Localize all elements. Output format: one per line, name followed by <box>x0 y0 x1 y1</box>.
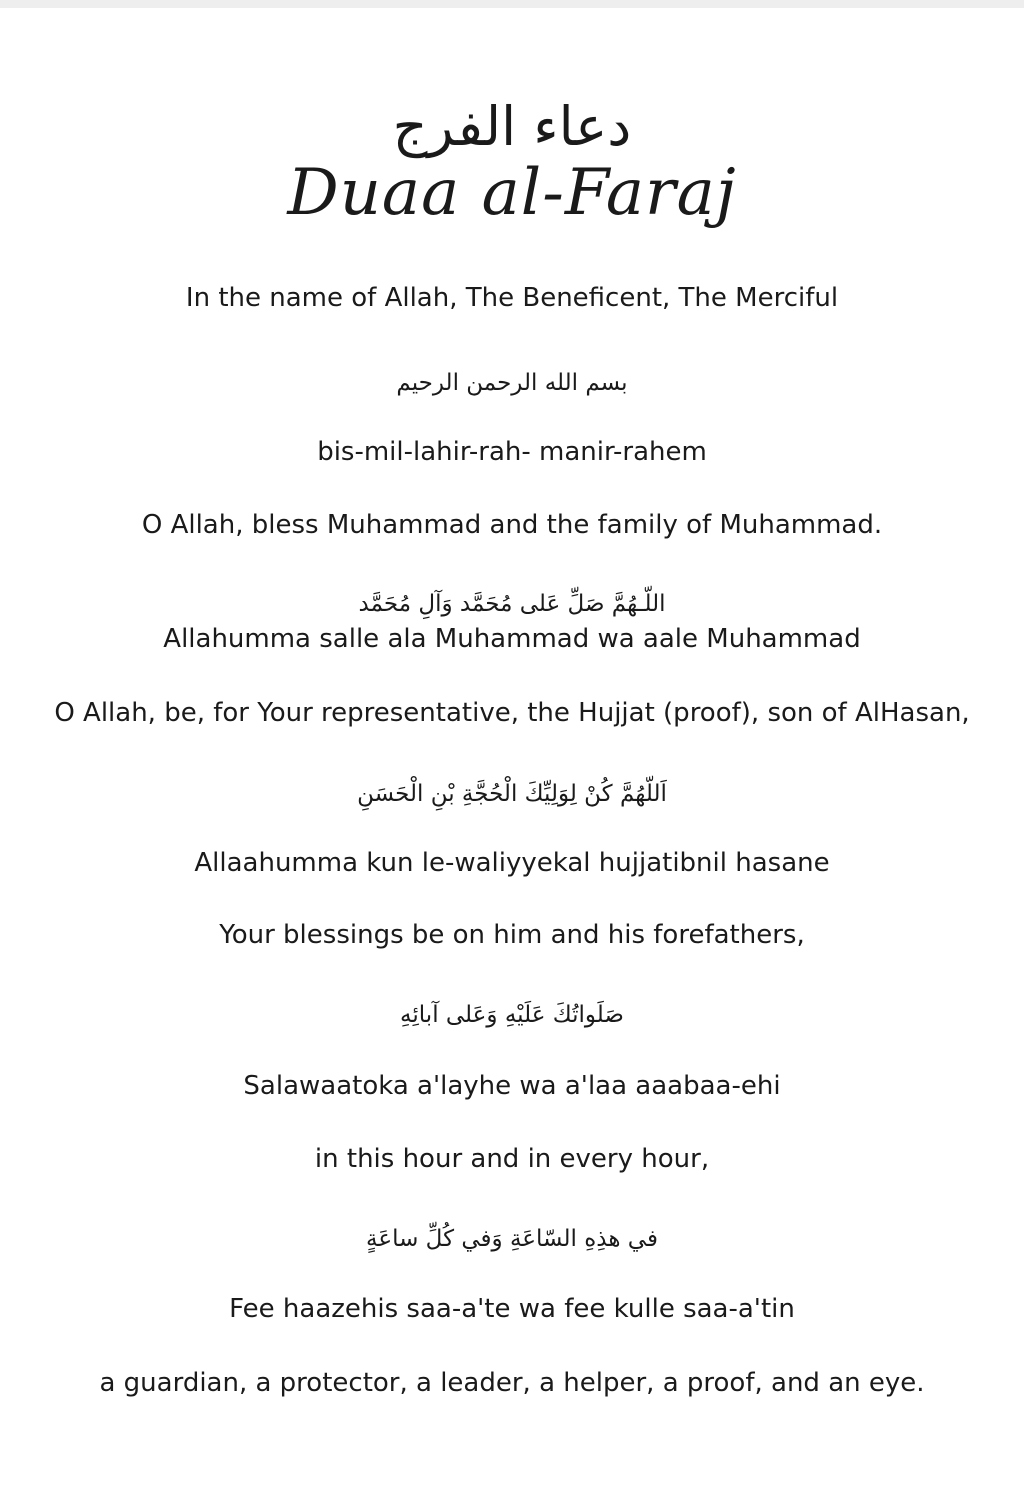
transliteration-line: bis-mil-lahir-rah- manir-rahem <box>317 437 707 467</box>
english-title: Duaa al-Faraj <box>287 156 737 230</box>
translation-line: O Allah, bless Muhammad and the family of Muhammad. <box>141 510 883 540</box>
arabic-line: اللّـهُمَّ صَلِّ عَلى مُحَمَّد وَآلِ مُحَمَّد <box>358 591 666 617</box>
transliteration-line: Allahumma salle ala Muhammad wa aale Muhammad <box>163 624 861 654</box>
arabic-line: في هذِهِ السّاعَةِ وَفي كُلِّ ساعَةٍ <box>366 1226 658 1252</box>
arabic-line: اَللّهُمَّ كُنْ لِوَلِيِّكَ الْحُجَّةِ بْنِ الْحَسَنِ <box>357 781 667 807</box>
translation-line: a guardian, a protector, a leader, a helper, a proof, and an eye. <box>99 1368 925 1398</box>
transliteration-line: Fee haazehis saa-a'te wa fee kulle saa-a'tin <box>229 1294 795 1324</box>
translation-line: in this hour and in every hour, <box>314 1144 710 1174</box>
translation-line: O Allah, be, for Your representative, the Hujjat (proof), son of AlHasan, <box>54 698 970 728</box>
translation-line: In the name of Allah, The Beneficent, The Merciful <box>185 283 839 313</box>
transliteration-line: Salawaatoka a'layhe wa a'laa aaabaa-ehi <box>243 1071 781 1101</box>
transliteration-line: Allaahumma kun le-waliyyekal hujjatibnil hasane <box>194 848 830 878</box>
arabic-line: صَلَواتُكَ عَلَيْهِ وَعَلى آبائِهِ <box>400 1002 624 1028</box>
arabic-title: دعاء الفرج <box>392 95 632 158</box>
arabic-line: بسم الله الرحمن الرحيم <box>396 370 628 396</box>
translation-line: Your blessings be on him and his forefathers, <box>219 920 805 950</box>
